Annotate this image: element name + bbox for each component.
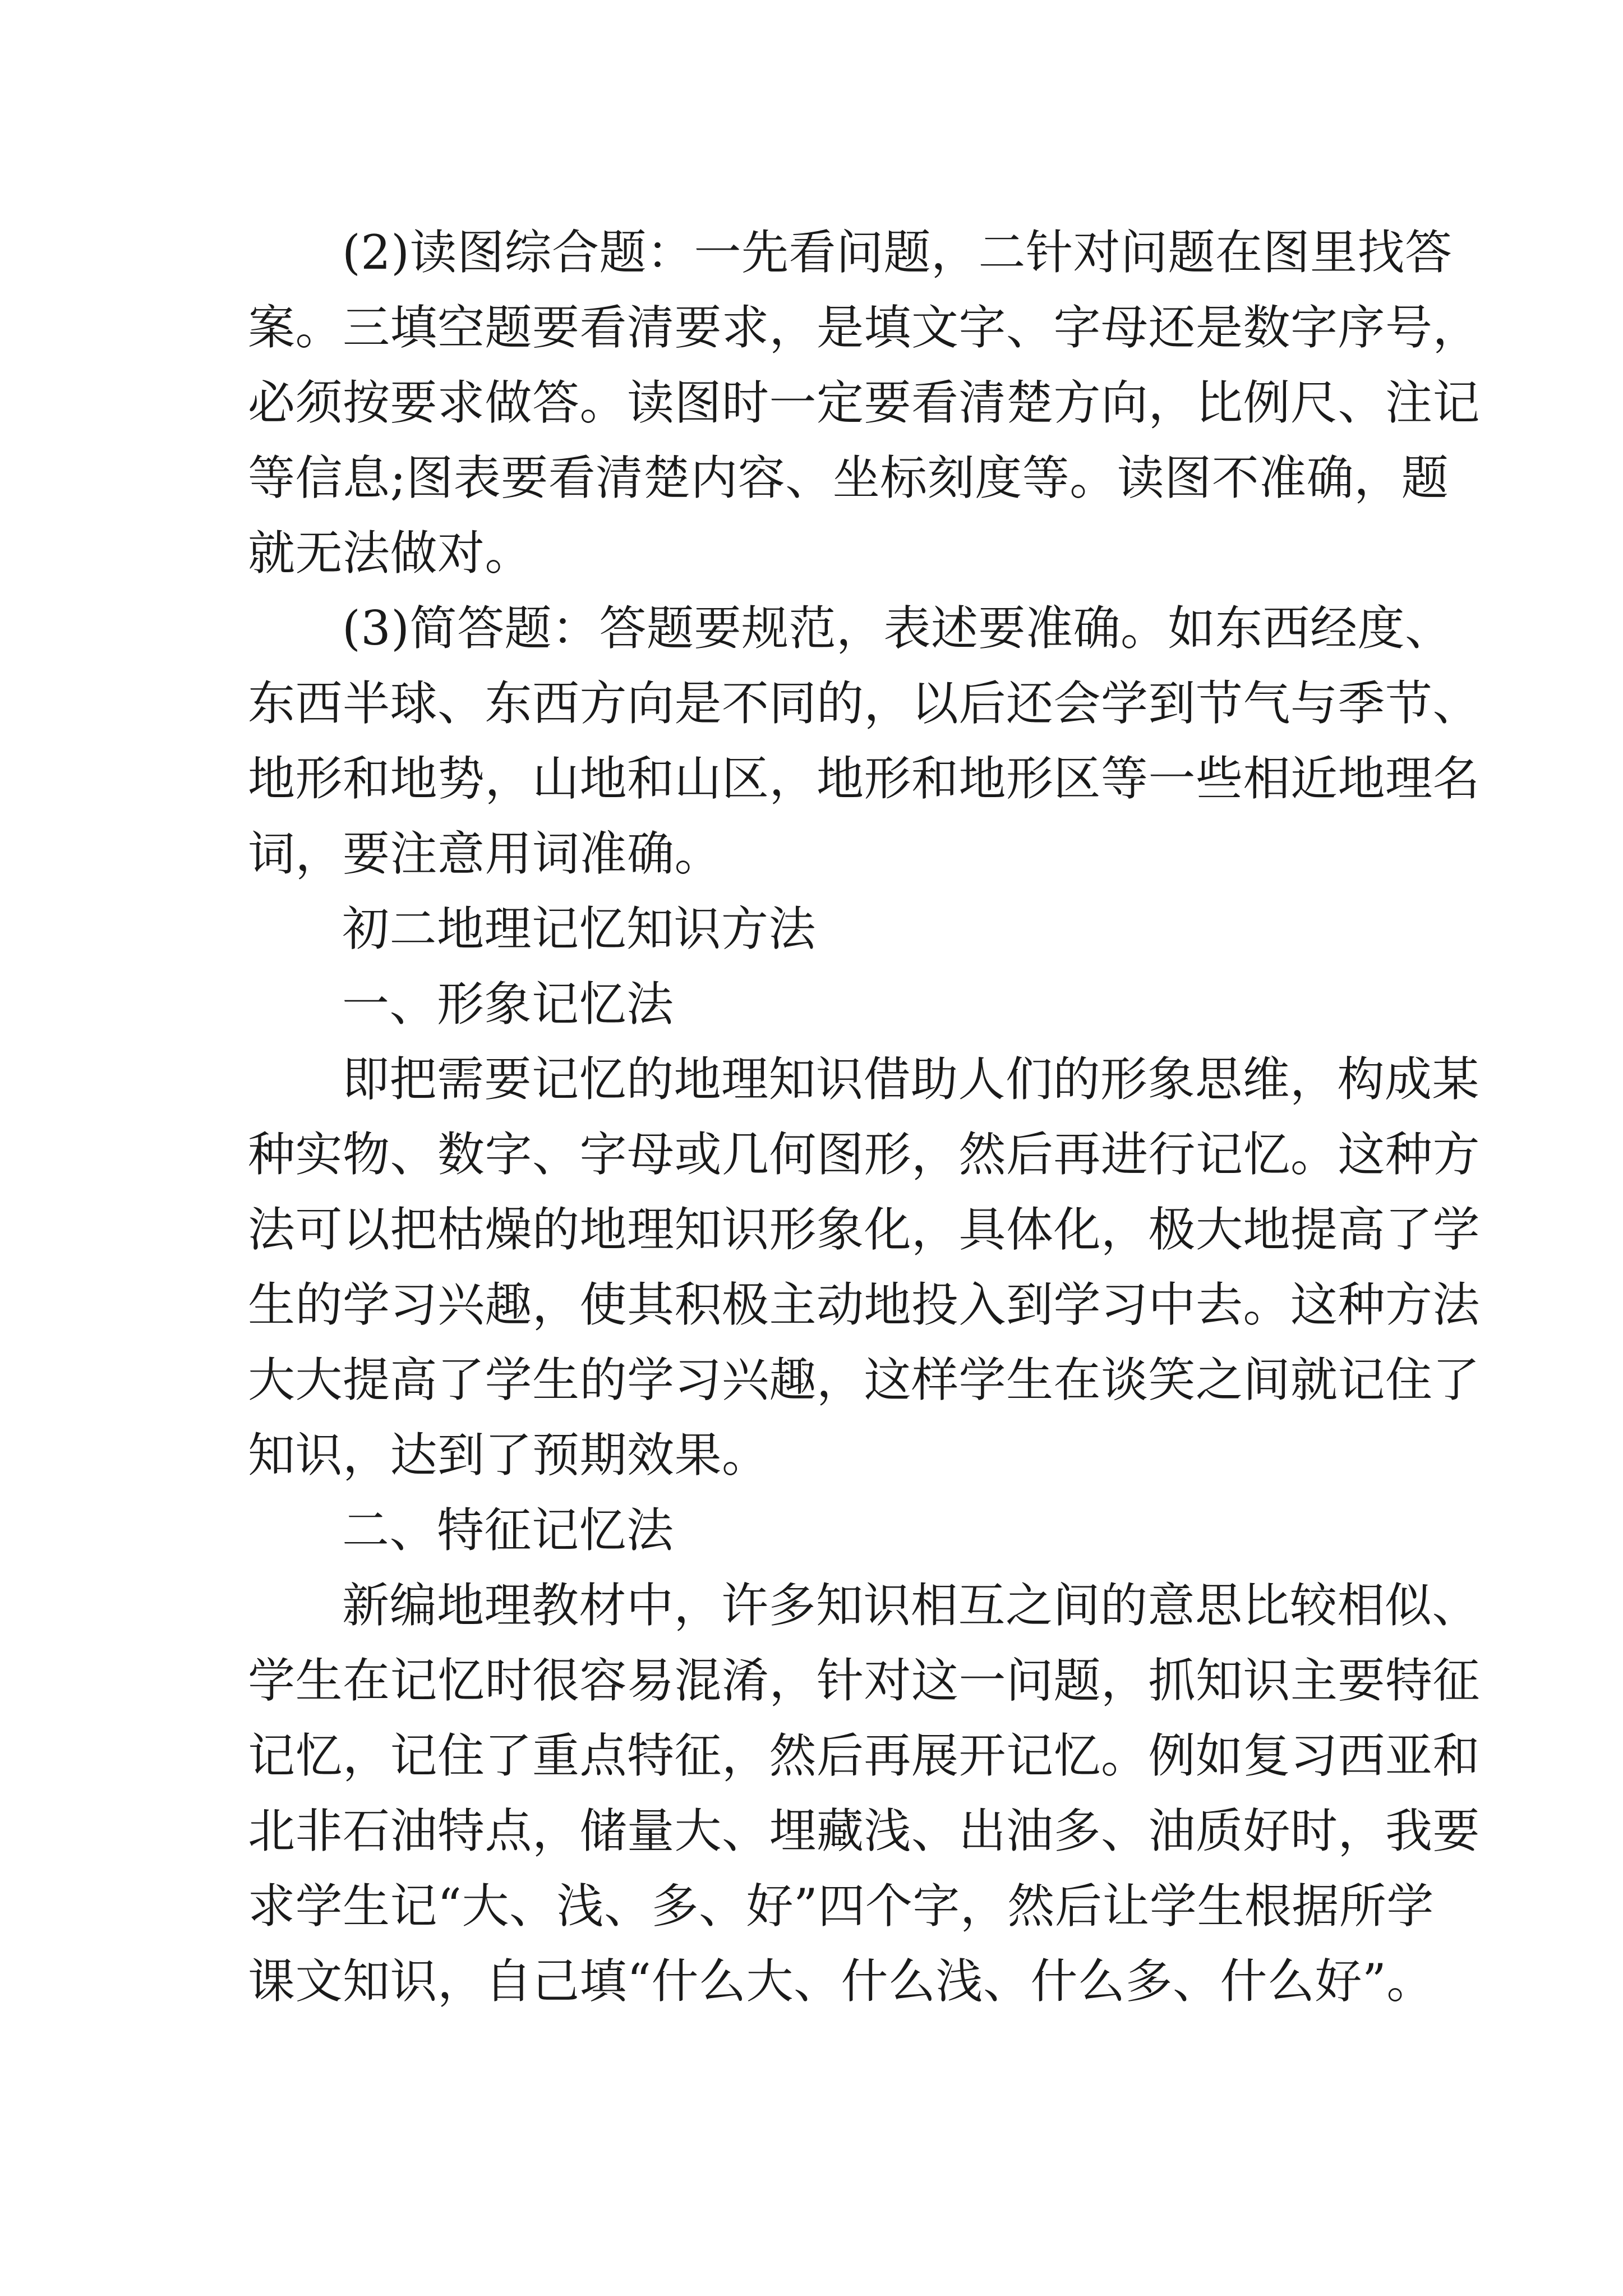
- text-line: 法可以把枯燥的地理知识形象化，具体化，极大地提高了学: [248, 1202, 1481, 1257]
- text-line: 学生在记忆时很容易混淆，针对这一问题，抓知识主要特征: [248, 1653, 1481, 1708]
- text-line: 种实物、数字、字母或几何图形，然后再进行记忆。这种方: [248, 1127, 1481, 1182]
- paragraph-method-2-body: [248, 1568, 1481, 2019]
- text-line: 大大提高了学生的学习兴趣，这样学生在谈笑之间就记住了: [248, 1352, 1481, 1407]
- text-line: 即把需要记忆的地理知识借助人们的形象思维，构成某: [342, 1052, 1480, 1107]
- text-line: 地形和地势，山地和山区，地形和地形区等一些相近地理名: [248, 751, 1481, 806]
- heading-text: 一、形象记忆法: [342, 977, 674, 1032]
- section-title: [248, 891, 1392, 967]
- method-1-heading: [248, 967, 1392, 1042]
- method-2-heading: [248, 1493, 1392, 1568]
- paragraph-short-answer-question: [248, 591, 1481, 891]
- paragraph-method-1-body: [248, 1042, 1481, 1493]
- text-line: (3)简答题：答题要规范，表述要准确。如东西经度、: [342, 601, 1453, 656]
- section-title-text: 初二地理记忆知识方法: [342, 901, 817, 956]
- text-line: 等信息;图表要看清楚内容、坐标刻度等。读图不准确，题: [248, 450, 1449, 505]
- text-line: 案。三填空题要看清要求，是填文字、字母还是数字序号，: [248, 300, 1481, 355]
- text-line: 生的学习兴趣，使其积极主动地投入到学习中去。这种方法: [248, 1277, 1481, 1332]
- text-line: 知识，达到了预期效果。: [248, 1428, 769, 1483]
- heading-text: 二、特征记忆法: [342, 1503, 674, 1558]
- text-line: 新编地理教材中，许多知识相互之间的意思比较相似、: [342, 1578, 1480, 1633]
- text-line: 课文知识，自己填“什么大、什么浅、什么多、什么好”。: [248, 1954, 1434, 2009]
- text-line: (2)读图综合题：一先看问题，二针对问题在图里找答: [342, 225, 1453, 280]
- paragraph-reading-map-question: [248, 215, 1481, 591]
- text-line: 北非石油特点，储量大、埋藏浅、出油多、油质好时，我要: [248, 1803, 1481, 1858]
- text-line: 求学生记“大、浅、多、好”四个字，然后让学生根据所学: [248, 1879, 1434, 1934]
- text-line: 必须按要求做答。读图时一定要看清楚方向，比例尺、注记: [248, 375, 1481, 430]
- text-line: 记忆，记住了重点特征，然后再展开记忆。例如复习西亚和: [248, 1728, 1481, 1783]
- text-line: 就无法做对。: [248, 526, 533, 581]
- text-line: 词，要注意用词准确。: [248, 826, 722, 881]
- text-line: 东西半球、东西方向是不同的，以后还会学到节气与季节、: [248, 676, 1481, 731]
- document-body: [248, 215, 1481, 2019]
